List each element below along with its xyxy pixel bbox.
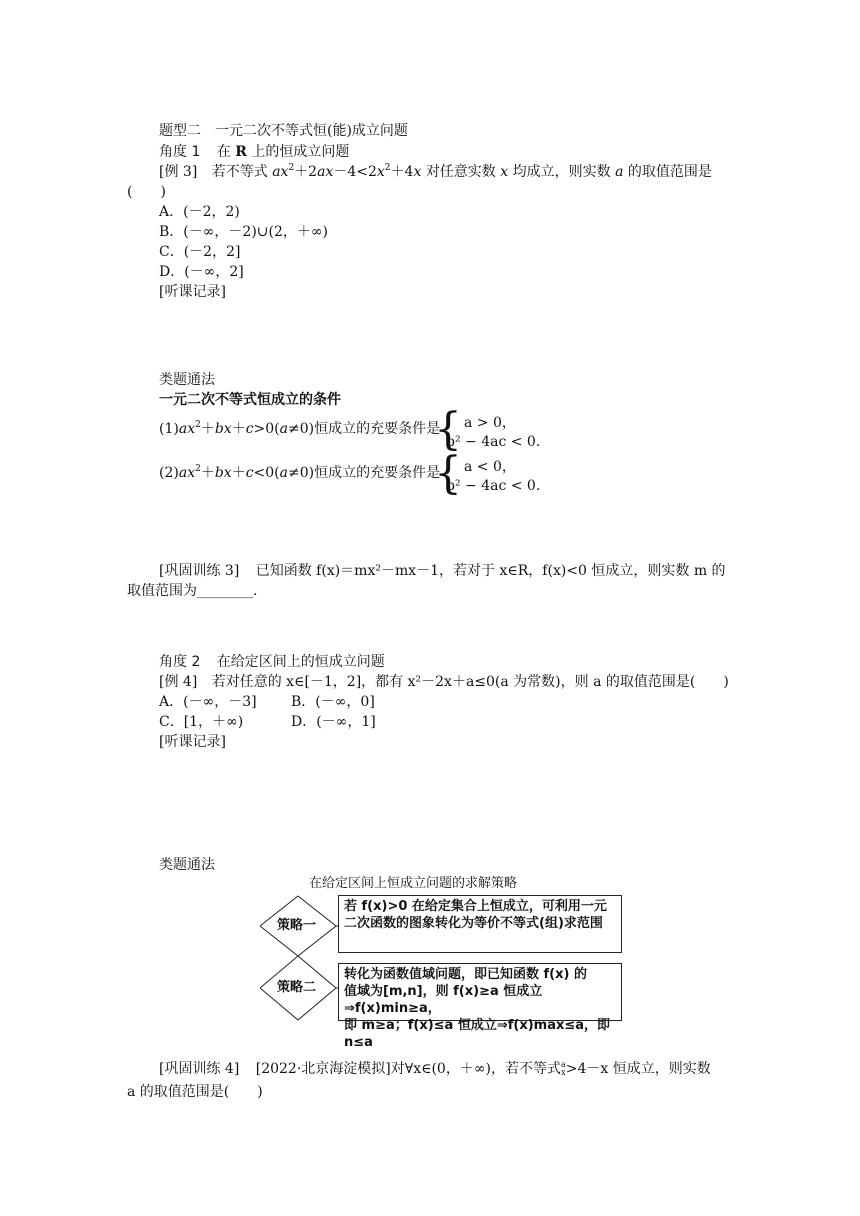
method1-heading: 一元二次不等式恒成立的条件 [159, 392, 341, 408]
example3-text-b: 对任意实数 [425, 164, 496, 180]
method1-cond2-top: a < 0， [464, 459, 516, 475]
example4-option-d: D．(－∞，1] [291, 714, 376, 730]
example4-option-a: A．(－∞，－3] [159, 694, 257, 710]
practice3-tag: [巩固训练 3] [159, 563, 240, 579]
example3-option-b: B．(－∞，－2)∪(2，＋∞) [159, 224, 329, 240]
strategy2-line3: 即 m≥a；f(x)≤a 恒成立⇒f(x)max≤a，即 n≤a [344, 1018, 611, 1050]
method1-cond2-bottom: b² − 4ac < 0. [446, 478, 541, 494]
example3-text-c: 均成立，则实数 [512, 164, 611, 180]
method1-cond1-text: 恒成立的充要条件是 [314, 421, 441, 437]
example4-text: 若对任意的 x∈[－1，2]，都有 x²－2x＋a≤0(a 为常数)，则 a 的取值范围是( ) [211, 674, 729, 690]
example3-tag: [例 3] [159, 164, 198, 180]
angle2-heading [159, 653, 385, 671]
practice4-text-b: >4－x 恒成立，则实数 [565, 1061, 711, 1077]
example4-option-c: C．[1，＋∞) [159, 714, 244, 730]
section-title: 题型二 一元二次不等式恒(能)成立问题 [159, 123, 408, 139]
example3-option-c: C．(－2，2] [159, 244, 241, 260]
practice3-line1 [159, 562, 726, 580]
example3-inequality: $ax^2+2ax-4<2x^2+4x$ [272, 163, 422, 180]
angle2-title: 在给定区间上的恒成立问题 [216, 654, 385, 670]
strategy1-label: 策略一 [277, 918, 317, 933]
method1-cond2: $(2)ax^2+bx+c<0(a\ne 0)$恒成立的充要条件是 [159, 464, 441, 481]
practice4-line1 [159, 1060, 711, 1078]
strategy1-text: 若 f(x)>0 在给定集合上恒成立，可利用一元二次函数的图象转化为等价不等式(组)求范围 [344, 899, 607, 931]
example3-question: [例 3] 若不等式 $ax^2+2ax-4<2x^2+4x$ 对任意实数 x 均成立，则实数 a 的取值范围是 [159, 163, 712, 180]
strategy2-label: 策略二 [277, 980, 317, 995]
example4-tag: [例 4] [159, 674, 198, 690]
practice3-text: 已知函数 f(x)＝mx²－mx－1，若对于 x∈R，f(x)<0 恒成立，则实数 m 的 [255, 563, 726, 579]
practice3-line2: 取值范围为________. [127, 583, 258, 599]
practice4-tag: [巩固训练 4] [159, 1061, 240, 1077]
angle1-title-pre: 在 [216, 144, 231, 160]
method1-cond2-text: 恒成立的充要条件是 [314, 465, 441, 481]
angle1-label: 角度 1 [159, 144, 201, 160]
angle1-title-post: 上的恒成立问题 [251, 144, 350, 160]
example3-text-a: 若不等式 [211, 164, 268, 180]
brace-1: { [434, 404, 462, 455]
method1-cond1-bottom: b² − 4ac < 0. [446, 434, 541, 450]
example3-option-a: A．(－2，2) [159, 204, 240, 220]
example4-option-b: B．(－∞，0] [291, 694, 375, 710]
practice4-text-a: 对∀x∈(0，＋∞)，若不等式 [390, 1061, 561, 1077]
example4-question [159, 673, 729, 691]
strategy1-box [338, 895, 622, 953]
example3-notes-label: [听课记录] [159, 284, 226, 300]
example3-option-d: D．(－∞，2] [159, 264, 244, 280]
angle1-title-R: R [235, 144, 247, 160]
method2-label: 类题通法 [159, 857, 215, 873]
method1-cond1: $(1)ax^2+bx+c>0(a\ne 0)$恒成立的充要条件是 [159, 420, 441, 437]
angle1-heading [159, 143, 349, 161]
strategy2-box [338, 963, 622, 1050]
example3-paren: ( ) [127, 184, 166, 200]
brace-2: { [434, 448, 462, 499]
practice4-line2: a 的取值范围是( ) [127, 1084, 263, 1100]
strategy2-line1: 转化为函数值域问题，即已知函数 f(x) 的 [344, 967, 587, 982]
strategy2-line2: 值域为[m,n]，则 f(x)≥a 恒成立⇒f(x)min≥a， [344, 984, 543, 1016]
example4-notes-label: [听课记录] [159, 734, 226, 750]
fraction-numerator: a [560, 1060, 566, 1069]
angle2-label: 角度 2 [159, 654, 201, 670]
method1-cond1-top: a > 0， [464, 415, 516, 431]
diagram-title: 在给定区间上恒成立问题的求解策略 [309, 876, 518, 891]
method1-label: 类题通法 [159, 372, 215, 388]
practice4-source: [2022·北京海淀模拟] [255, 1061, 391, 1077]
fraction-denominator: x [561, 1068, 566, 1077]
example3-text-d: 的取值范围是 [627, 164, 712, 180]
